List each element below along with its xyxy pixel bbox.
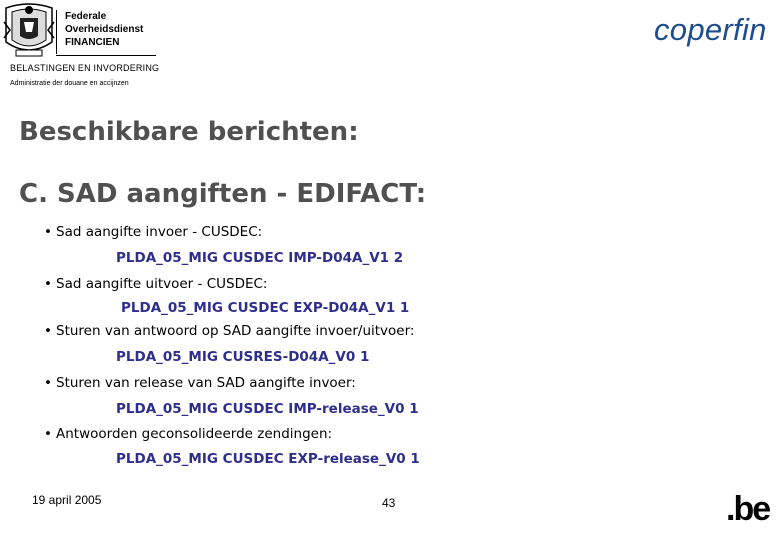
page-number: 43	[382, 496, 396, 510]
item-heading: Sturen van antwoord op SAD aangifte invoer/uitvoer:	[56, 323, 415, 339]
list-item	[44, 426, 332, 442]
bullet-icon: •	[44, 276, 52, 292]
list-item	[44, 323, 414, 339]
item-heading: Sad aangifte invoer - CUSDEC:	[56, 224, 263, 240]
message-code: PLDA_05_MIG CUSDEC EXP-D04A_V1 1	[121, 300, 410, 316]
organization-name	[56, 10, 143, 54]
section-title: C. SAD aangiften - EDIFACT:	[19, 179, 427, 209]
header-divider	[56, 55, 156, 56]
bullet-icon: •	[44, 375, 52, 391]
org-line: FINANCIEN	[65, 37, 120, 48]
message-code: PLDA_05_MIG CUSDEC IMP-D04A_V1 2	[116, 250, 404, 266]
org-line: Federale	[65, 11, 107, 22]
list-item	[44, 224, 262, 240]
item-heading: Sturen van release van SAD aangifte invoer:	[56, 375, 356, 391]
org-line: Overheidsdienst	[65, 24, 144, 35]
administration-name: Administratie der douane en accijnzen	[10, 80, 129, 87]
message-code: PLDA_05_MIG CUSRES-D04A_V0 1	[116, 349, 370, 365]
coat-of-arms-icon	[2, 2, 56, 60]
list-item	[44, 375, 356, 391]
footer-date: 19 april 2005	[32, 493, 102, 507]
item-heading: Antwoorden geconsolideerde zendingen:	[56, 426, 333, 442]
bullet-icon: •	[44, 426, 52, 442]
message-code: PLDA_05_MIG CUSDEC IMP-release_V0 1	[116, 401, 419, 417]
message-code: PLDA_05_MIG CUSDEC EXP-release_V0 1	[116, 451, 420, 467]
bullet-icon: •	[44, 224, 52, 240]
bullet-icon: •	[44, 323, 52, 339]
item-heading: Sad aangifte uitvoer - CUSDEC:	[56, 276, 268, 292]
be-logo: .be	[726, 490, 770, 528]
page-title: Beschikbare berichten:	[19, 117, 359, 147]
list-item	[44, 276, 267, 292]
coperfin-logo: coperfin	[654, 12, 767, 47]
department-name: BELASTINGEN EN INVORDERING	[10, 63, 160, 73]
